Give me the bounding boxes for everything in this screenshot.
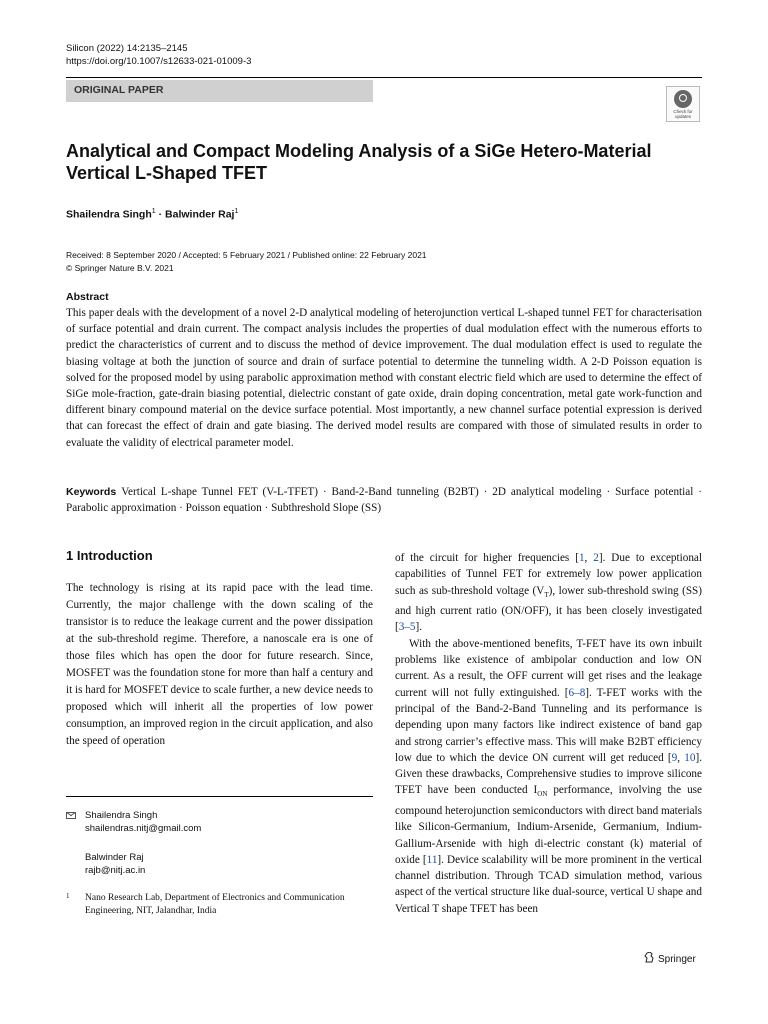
check-updates-icon	[674, 90, 692, 108]
citation-link[interactable]: 3–5	[398, 621, 416, 634]
citation-link[interactable]: 6–8	[568, 686, 586, 699]
header-rule	[66, 77, 702, 78]
author-list	[66, 208, 238, 221]
section-heading: 1 Introduction	[66, 548, 153, 563]
keywords-heading: Keywords	[66, 486, 117, 498]
citation-link[interactable]: 11	[426, 853, 438, 866]
citation-link[interactable]: 9	[671, 751, 678, 764]
publication-dates: Received: 8 September 2020 / Accepted: 5 February 2021 / Published online: 22 February 2021	[66, 250, 427, 260]
author-name[interactable]: Balwinder Raj	[165, 208, 235, 221]
journal-citation: Silicon (2022) 14:2135–2145	[66, 43, 188, 54]
citation-link[interactable]: 10	[684, 751, 696, 764]
publisher-logo	[644, 952, 696, 965]
envelope-icon	[66, 812, 76, 819]
abstract-text: This paper deals with the development of a novel 2-D analytical modeling of heterojunction vertical L-shaped tunnel FET for characterisation of surface potential and drain current. The compact analysis includes the properties of dual modulation effect with the numerous efforts to predict the characteristics of current and to discuss the method of device improvement. The dual modulation effect is used to regulate the biasing voltage at both the junction of source and drain of surface potential to determine the tunneling width. A 2-D Poisson equation is solved for the proposed model by using parabolic approximation method with constant electric field which are used to determine the effect of SiGe mole-fraction, gate-drain biasing potential, dielectric constant of gate oxide, drain doping concentration, metal gate work-function and different binary compound material on the device surface potential. Most importantly, a new channel surface potential expression is derived that can forecast the effect of drain and gate biasing. The derived model results are compared with those of simulated results in order to evaluate the validity of electrical parameter model.	[66, 307, 702, 449]
corresponding-author-email[interactable]: shailendras.nitj@gmail.com	[85, 823, 202, 834]
coauthor-email[interactable]: rajb@nitj.ac.in	[85, 865, 146, 876]
intro-left-column: The technology is rising at its rapid pace with the lead time. Currently, the major challenge with the down scaling of the transistor is to reduce the leakage current and the power dissipation at the sub-threshold regime. Therefore, a nanoscale era is one of those files which has open the door for future research. Since, MOSFET was the foundation stone for more than half a century and it is hard for MOSFET device to scale further, a new device needs to proposed which will inherit all the properties of low power consumption, an improved region in the circuit application, and also the speed of operation	[66, 582, 373, 747]
footnote-rule	[66, 796, 373, 797]
citation-link[interactable]: 2	[593, 552, 599, 564]
coauthor-name: Balwinder Raj	[85, 852, 144, 863]
check-updates-label: Check for updates	[673, 109, 693, 119]
affiliation-number: 1	[66, 892, 70, 900]
keywords-text: Vertical L-shape Tunnel FET (V-L-TFET) · Band-2-Band tunneling (B2BT) · 2D analytical modeling · Surface potential · Parabolic approximation · Poisson equation · Subthreshold Slope (SS)	[66, 486, 702, 515]
affiliation-text: Nano Research Lab, Department of Electronics and Communication Engineering, NIT, Jalandhar, India	[85, 893, 345, 916]
copyright-line: © Springer Nature B.V. 2021	[66, 263, 174, 273]
author-separator: ·	[155, 208, 166, 221]
abstract-heading: Abstract	[66, 291, 109, 303]
keywords	[66, 484, 702, 516]
section-banner: ORIGINAL PAPER	[66, 80, 373, 102]
doi-link[interactable]: https://doi.org/10.1007/s12633-021-01009-3	[66, 56, 252, 67]
intro-right-column	[395, 550, 702, 917]
corresponding-author-name: Shailendra Singh	[85, 810, 158, 821]
check-for-updates-badge[interactable]	[666, 86, 700, 122]
paragraph: of the circuit for higher frequencies [1, 2]. Due to exceptional capabilities of Tunnel FET for extremely low power application such as sub-threshold voltage $(V_T)$, lower sub-threshold swing (SS) and high current ratio (ON/OFF), it has been closely investigated [3–5].	[395, 552, 702, 634]
citation-link[interactable]: 1	[578, 552, 585, 564]
paragraph: With the above-mentioned benefits, T-FET have its own inbuilt problems like existence of ambipolar conduction and low ON current. As a result, the OFF current will get rises and the leakage current will not fully extinguished. [6–8]. T-FET works with the principal of the Band-2-Band Tunneling and its performance is depending upon many factors like indirect existence of band gap and strong carrier’s effective mass. This will make B2BT efficiency low due to which the device ON current will get reduced [9, 10]. Given these drawbacks, Comprehensive studies to improve silicone TFET have been conducted $I_{ON}$ performance, involving the use compound heterojunction semiconductors with direct band materials like Silicon-Germanium, Indium-Arsenide, Germanium, Indium-Gallium-Arsenide with high di-electric constant (k) material of oxide [11]. Device scalability will be more prominent in the vertical channel distribution. Through TCAD simulation method, various aspect of the vertical structure like dual-source, vertical U shape and Vertical T shape TFET has been	[395, 637, 703, 915]
paper-title: Analytical and Compact Modeling Analysis of a SiGe Hetero-Material Vertical L-Shaped TFET	[66, 141, 652, 183]
publisher-name: Springer	[658, 954, 696, 965]
springer-horse-icon	[644, 952, 654, 963]
author-name[interactable]: Shailendra Singh	[66, 208, 152, 221]
author-affiliation: 1	[151, 208, 156, 215]
author-affiliation: 1	[234, 208, 239, 215]
